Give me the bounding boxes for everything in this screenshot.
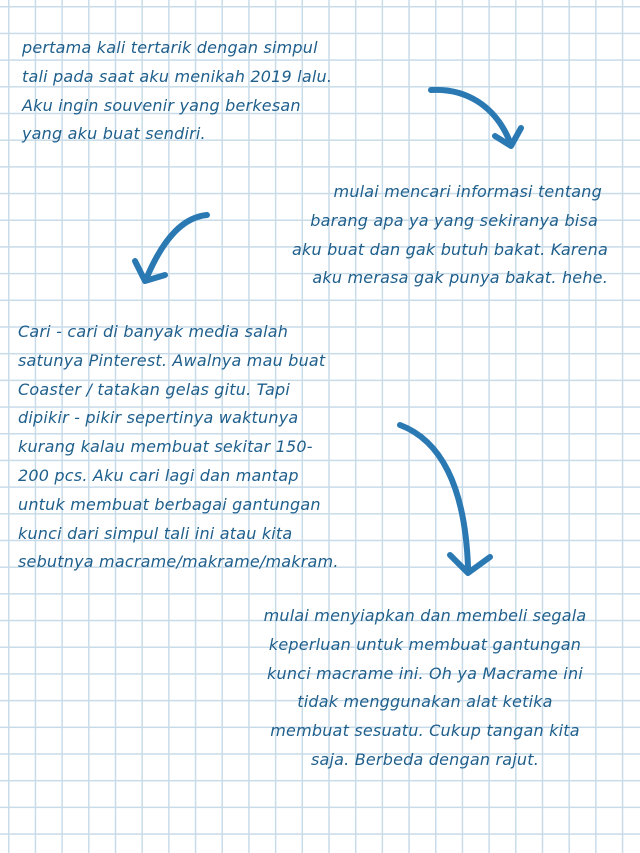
- note-line: 200 pcs. Aku cari lagi dan mantap: [18, 465, 299, 485]
- note-line: keperluan untuk membuat gantungan: [268, 634, 582, 654]
- note-line: membuat sesuatu. Cukup tangan kita: [270, 721, 580, 741]
- note-line: dipikir - pikir sepertinya waktunya: [18, 408, 299, 428]
- note-line: mulai mencari informasi tentang: [333, 182, 602, 201]
- note-line: aku buat dan gak butuh bakat. Karena: [292, 239, 608, 259]
- note-line: Cari - cari di banyak media salah: [18, 322, 289, 341]
- note-line: sebutnya macrame/makrame/makram.: [18, 552, 339, 572]
- note-second: [292, 178, 608, 293]
- note-line: mulai menyiapkan dan membeli segala: [263, 606, 587, 625]
- note-line: pertama kali tertarik dengan simpul: [22, 38, 318, 57]
- note-line: aku merasa gak punya bakat. hehe.: [312, 268, 608, 288]
- note-line: kunci dari simpul tali ini atau kita: [18, 523, 293, 543]
- note-line: barang apa ya yang sekiranya bisa: [310, 210, 598, 230]
- note-fourth: [235, 602, 615, 775]
- note-line: untuk membuat berbagai gantungan: [18, 494, 321, 514]
- note-line: kurang kalau membuat sekitar 150-: [18, 437, 313, 457]
- curved-arrow-icon: [425, 80, 530, 160]
- note-line: saja. Berbeda dengan rajut.: [310, 749, 540, 769]
- note-line: tali pada saat aku menikah 2019 lalu.: [22, 66, 333, 86]
- curved-arrow-icon: [125, 205, 220, 295]
- note-line: Aku ingin souvenir yang berkesan: [22, 95, 301, 115]
- note-line: Coaster / tatakan gelas gitu. Tapi: [18, 379, 290, 399]
- note-third: [18, 318, 339, 577]
- note-line: yang aku buat sendiri.: [22, 124, 206, 144]
- note-line: tidak menggunakan alat ketika: [297, 692, 553, 712]
- note-first: [22, 34, 332, 149]
- note-line: kunci macrame ini. Oh ya Macrame ini: [267, 663, 583, 683]
- curved-arrow-icon: [390, 415, 505, 585]
- note-line: satunya Pinterest. Awalnya mau buat: [18, 350, 326, 370]
